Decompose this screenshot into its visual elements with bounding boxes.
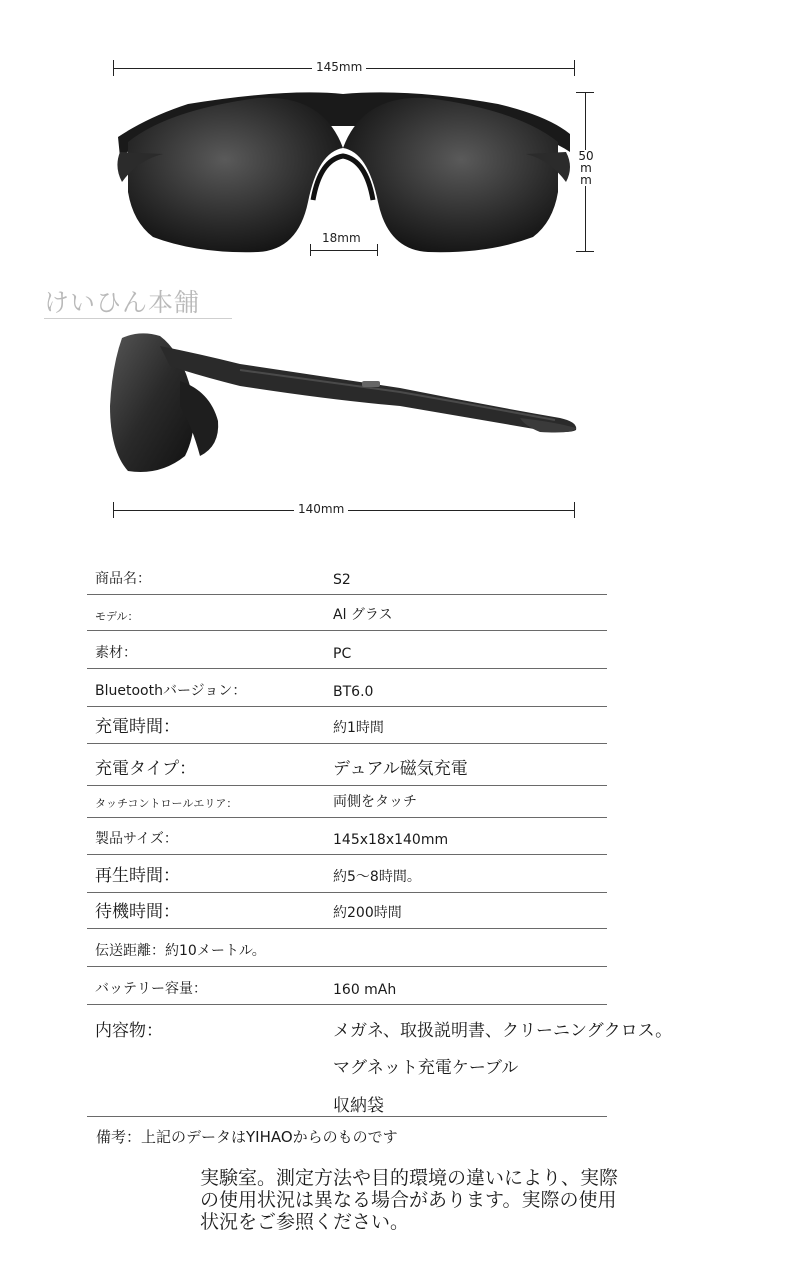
spec-row-battery-capacity — [87, 966, 607, 1005]
contents-label: 内容物： — [95, 1021, 163, 1041]
width-dimension-label: 145mm — [312, 60, 366, 74]
spec-row-charging-time — [87, 706, 607, 744]
spec-value: S2 — [333, 572, 351, 588]
spec-label: 素材： — [95, 645, 137, 661]
spec-row-play-time — [87, 854, 607, 893]
spec-row-transmission-distance — [87, 928, 607, 967]
spec-row-model — [87, 594, 607, 631]
width-dimension-tick-left — [113, 60, 114, 76]
contents-item: 収納袋 — [333, 1096, 384, 1116]
watermark-underline — [44, 318, 232, 319]
spec-value: BT6.0 — [333, 684, 374, 700]
spec-value: 145x18x140mm — [333, 832, 449, 848]
spec-label: Bluetoothバージョン： — [95, 683, 247, 699]
spec-row-material — [87, 630, 607, 669]
shop-watermark: けいひん本舗 — [44, 288, 201, 317]
spec-value: 約5～8時間。 — [333, 869, 421, 885]
spec-row-product-size — [87, 817, 607, 855]
spec-value: 両側をタッチ — [333, 794, 417, 810]
spec-value: 約1時間 — [333, 720, 384, 736]
spec-label: バッテリー容量： — [95, 981, 207, 997]
spec-row-standby-time — [87, 892, 607, 929]
temple-dimension-tick-left — [113, 502, 114, 518]
height-dimension-tick-bottom — [576, 251, 594, 252]
spec-row-product-name — [87, 560, 607, 595]
spec-label: 再生時間： — [95, 866, 180, 886]
spec-value: デュアル磁気充電 — [333, 759, 468, 779]
bridge-dimension-line — [310, 250, 378, 251]
spec-row-touch-area — [87, 785, 607, 818]
temple-dimension-tick-right — [574, 502, 575, 518]
spec-label: タッチコントロールエリア： — [95, 797, 238, 810]
spec-label: モデル： — [95, 610, 139, 623]
spec-label: 充電時間： — [95, 717, 180, 737]
spec-label: 待機時間： — [95, 902, 180, 922]
height-dimension-tick-top — [576, 92, 594, 93]
glasses-side-image — [100, 326, 580, 478]
spec-row-charging-type — [87, 743, 607, 786]
spec-label: 伝送距離：約10メートル。 — [95, 943, 266, 959]
width-dimension-tick-right — [574, 60, 575, 76]
contents-item: メガネ、取扱説明書、クリーニングクロス。 — [333, 1021, 673, 1041]
spec-value: 160 mAh — [333, 982, 397, 998]
bridge-dimension-tick-left — [310, 244, 311, 256]
spec-row-bluetooth — [87, 668, 607, 707]
temple-dimension-label: 140mm — [294, 502, 348, 516]
bridge-dimension-label: 18mm — [318, 231, 365, 245]
spec-label: 商品名： — [95, 571, 151, 587]
spec-value: Al グラス — [333, 607, 393, 623]
contents-item: マグネット充電ケーブル — [333, 1058, 519, 1078]
footer-disclaimer: 実験室。測定方法や目的環境の違いにより、実際の使用状況は異なる場合があります。実際の使用状況をご参照ください。 — [200, 1167, 619, 1233]
data-source-note: 備考：上記のデータはYIHAOからのものです — [96, 1128, 398, 1146]
height-dimension-label: 50mm — [578, 149, 594, 187]
spec-value: 約200時間 — [333, 905, 402, 921]
bridge-dimension-tick-right — [377, 244, 378, 256]
spec-label: 製品サイズ： — [95, 831, 178, 847]
spec-value: PC — [333, 646, 352, 662]
spec-label: 充電タイプ： — [95, 759, 197, 779]
